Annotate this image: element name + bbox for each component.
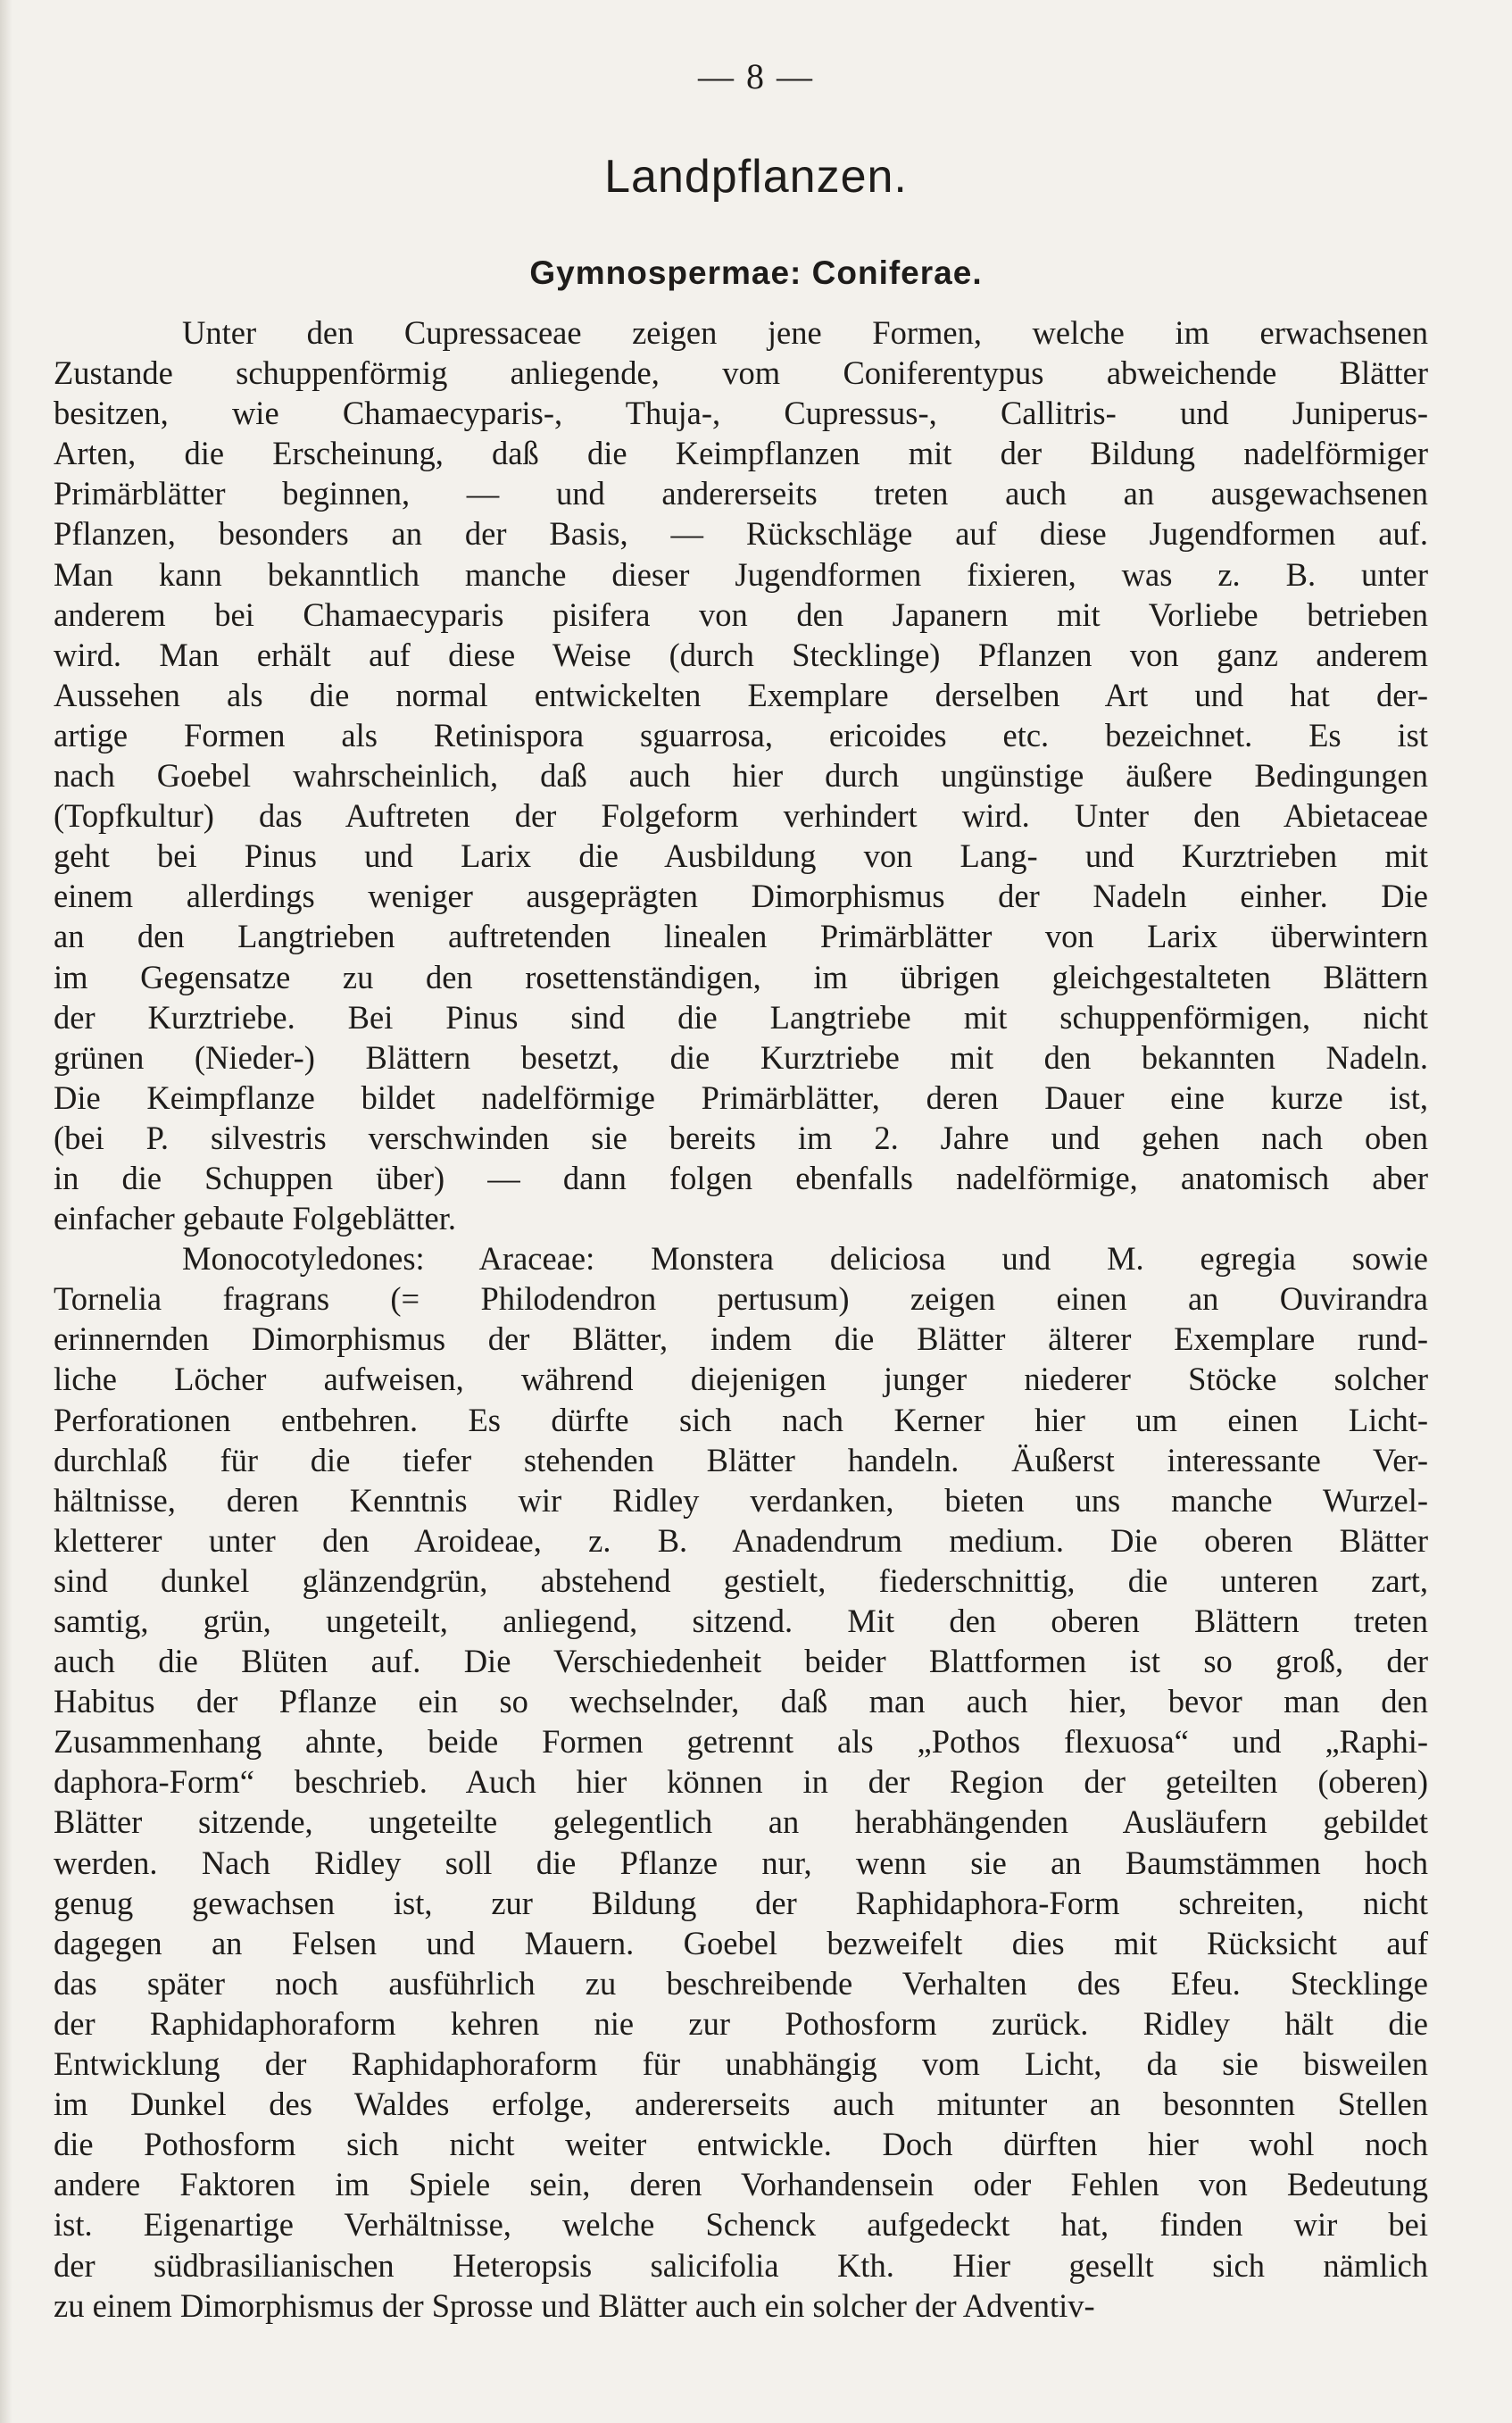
text-line: Arten, die Erscheinung, daß die Keimpflanzen mit der Bildung nadelförmiger <box>54 435 1428 472</box>
text-line: andere Faktoren im Spiele sein, deren Vorhandensein oder Fehlen von Bedeutung <box>54 2166 1428 2203</box>
text-line: Aussehen als die normal entwickelten Exemplare derselben Art und hat der- <box>54 676 1428 713</box>
text-line: an den Langtrieben auftretenden linealen Primärblätter von Larix überwintern <box>54 918 1428 955</box>
text-line: in die Schuppen über) — dann folgen ebenfalls nadelförmige, anatomisch aber <box>54 1159 1428 1196</box>
text-line: besitzen, wie Chamaecyparis-, Thuja-, Cupressus-, Callitris- und Juniperus- <box>54 395 1428 432</box>
text-line: Die Keimpflanze bildet nadelförmige Primärblätter, deren Dauer eine kurze ist, <box>54 1078 1428 1116</box>
text-line: Habitus der Pflanze ein so wechselnder, daß man auch hier, bevor man den <box>54 1683 1428 1720</box>
text-line: (bei P. silvestris verschwinden sie bereits im 2. Jahre und gehen nach oben <box>54 1119 1428 1156</box>
page-edge-shadow <box>0 0 12 2423</box>
text-line: Zustande schuppenförmig anliegende, vom Coniferentypus abweichende Blätter <box>54 354 1428 392</box>
text-line: der Raphidaphoraform kehren nie zur Pothosform zurück. Ridley hält die <box>54 2004 1428 2042</box>
text-line: sind dunkel glänzendgrün, abstehend gestielt, fiederschnittig, die unteren zart, <box>54 1561 1428 1599</box>
text-line: samtig, grün, ungeteilt, anliegend, sitzend. Mit den oberen Blättern treten <box>54 1603 1428 1639</box>
body-text <box>54 312 1428 2326</box>
text-line: zu einem Dimorphismus der Sprosse und Blätter auch ein solcher der Adventiv- <box>54 2286 1095 2324</box>
text-line: einfacher gebaute Folgeblätter. <box>54 1200 456 1237</box>
text-line: einem allerdings weniger ausgeprägten Dimorphismus der Nadeln einher. Die <box>54 878 1428 915</box>
text-line: im Gegensatze zu den rosettenständigen, im übrigen gleichgestalteten Blättern <box>54 958 1428 995</box>
text-line: der südbrasilianischen Heteropsis salicifolia Kth. Hier gesellt sich nämlich <box>54 2246 1428 2284</box>
section-subtitle: Gymnospermae: Coniferae. <box>529 254 983 291</box>
text-line: artige Formen als Retinispora sguarrosa, ericoides etc. bezeichnet. Es ist <box>54 716 1428 754</box>
text-line: Unter den Cupressaceae zeigen jene Formen, welche im erwachsenen <box>182 314 1428 351</box>
text-line: werden. Nach Ridley soll die Pflanze nur, wenn sie an Baumstämmen hoch <box>54 1844 1428 1881</box>
text-line: genug gewachsen ist, zur Bildung der Raphidaphora-Form schreiten, nicht <box>54 1884 1428 1921</box>
text-line: das später noch ausführlich zu beschreibende Verhalten des Efeu. Stecklinge <box>54 1964 1428 2002</box>
text-line: anderem bei Chamaecyparis pisifera von den Japanern mit Vorliebe betrieben <box>54 595 1428 633</box>
text-line: Pflanzen, besonders an der Basis, — Rückschläge auf diese Jugendformen auf. <box>54 515 1428 553</box>
text-line: Zusammenhang ahnte, beide Formen getrennt als „Pothos flexuosa“ und „Raphi- <box>54 1723 1428 1761</box>
page-number: — 8 — <box>698 56 814 96</box>
text-line: die Pothosform sich nicht weiter entwickle. Doch dürften hier wohl noch <box>54 2126 1428 2163</box>
text-line: grünen (Nieder-) Blättern besetzt, die Kurztriebe mit den bekannten Nadeln. <box>54 1038 1428 1076</box>
text-line: der Kurztriebe. Bei Pinus sind die Langtriebe mit schuppenförmigen, nicht <box>54 998 1428 1036</box>
text-line: Perforationen entbehren. Es dürfte sich nach Kerner hier um einen Licht- <box>54 1401 1428 1438</box>
text-line: geht bei Pinus und Larix die Ausbildung von Lang- und Kurztrieben mit <box>54 837 1428 875</box>
page-title: Landpflanzen. <box>604 151 908 203</box>
text-line: auch die Blüten auf. Die Verschiedenheit beider Blattformen ist so groß, der <box>54 1643 1428 1680</box>
text-line: Tornelia fragrans (= Philodendron pertusum) zeigen einen an Ouvirandra <box>54 1280 1428 1318</box>
text-line: dagegen an Felsen und Mauern. Goebel bezweifelt dies mit Rücksicht auf <box>54 1924 1428 1961</box>
text-line: nach Goebel wahrscheinlich, daß auch hier durch ungünstige äußere Bedingungen <box>54 757 1428 795</box>
text-line: wird. Man erhält auf diese Weise (durch Stecklinge) Pflanzen von ganz anderem <box>54 636 1428 673</box>
text-line: daphora-Form“ beschrieb. Auch hier können in der Region der geteilten (oberen) <box>54 1763 1428 1801</box>
text-line: Blätter sitzende, ungeteilte gelegentlich an herabhängenden Ausläufern gebildet <box>54 1803 1428 1841</box>
text-line: liche Löcher aufweisen, während diejenigen junger niederer Stöcke solcher <box>54 1361 1428 1398</box>
text-line: Man kann bekanntlich manche dieser Jugendformen fixieren, was z. B. unter <box>54 555 1428 593</box>
text-line: Primärblätter beginnen, — und andererseits treten auch an ausgewachsenen <box>54 475 1428 512</box>
text-line: erinnernden Dimorphismus der Blätter, indem die Blätter älterer Exemplare rund- <box>54 1320 1428 1358</box>
text-line: durchlaß für die tiefer stehenden Blätter handeln. Äußerst interessante Ver- <box>54 1441 1428 1478</box>
text-line: Monocotyledones: Araceae: Monstera deliciosa und M. egregia sowie <box>182 1240 1428 1278</box>
text-line: ist. Eigenartige Verhältnisse, welche Schenck aufgedeckt hat, finden wir bei <box>54 2206 1428 2244</box>
text-line: Entwicklung der Raphidaphoraform für unabhängig vom Licht, da sie bisweilen <box>54 2045 1428 2083</box>
text-line: (Topfkultur) das Auftreten der Folgeform verhindert wird. Unter den Abietaceae <box>54 797 1428 835</box>
text-line: hältnisse, deren Kenntnis wir Ridley verdanken, bieten uns manche Wurzel- <box>54 1481 1428 1519</box>
text-line: kletterer unter den Aroideae, z. B. Anadendrum medium. Die oberen Blätter <box>54 1521 1428 1559</box>
text-line: im Dunkel des Waldes erfolge, andererseits auch mitunter an besonnten Stellen <box>54 2086 1428 2123</box>
